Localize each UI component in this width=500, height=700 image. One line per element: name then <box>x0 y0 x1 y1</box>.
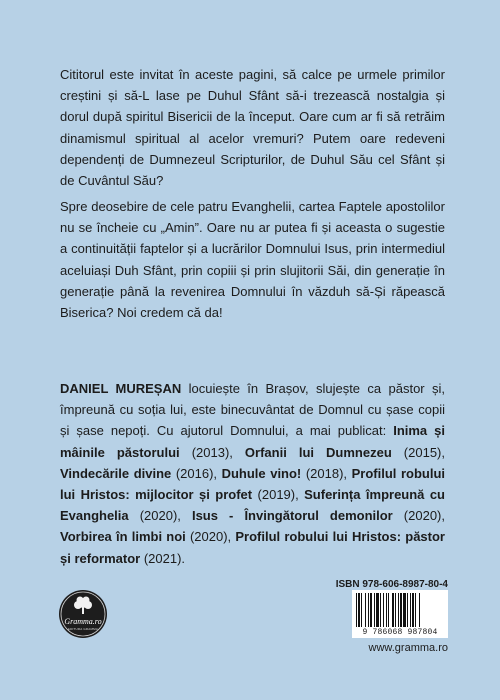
barcode <box>352 590 448 638</box>
barcode-bar <box>358 593 360 627</box>
book-title: Duhule vino! <box>221 465 302 481</box>
barcode-bar <box>398 593 399 627</box>
barcode-bar <box>388 593 389 627</box>
back-cover-paragraph-1: Cititorul este invitat în aceste pagini, să calce pe urmele primilor creștini și să-L lase pe Duhul Sfânt să-i trezească nostalgia și dorul după spiritul Bisericii de la început. Oare cum ar fi să retrăim dinamismul spiritual al acelor vremuri? Putem oare redeveni dependenți de Dumnezeul Scripturilor, de Duhul Său cel Sfânt și de Cuvântul Său? <box>60 67 445 189</box>
barcode-bar <box>374 593 375 627</box>
author-bio <box>60 378 445 569</box>
barcode-bar <box>407 593 408 627</box>
barcode-bar <box>386 593 387 627</box>
barcode-bar <box>419 593 420 627</box>
barcode-bar <box>412 593 414 627</box>
book-year: (2019), <box>252 487 305 503</box>
barcode-bar <box>392 593 394 627</box>
barcode-bar <box>368 593 369 627</box>
book-year: (2020), <box>185 529 236 545</box>
book-year: (2013), <box>179 444 245 460</box>
author-name: DANIEL MUREȘAN <box>60 381 182 396</box>
barcode-bar <box>410 593 411 627</box>
book-year: (2018), <box>301 465 352 481</box>
book-title: Suferința împreună cu Evanghelia <box>60 487 445 524</box>
book-year: (2020), <box>128 508 192 524</box>
author-bio-intro: locuiește în Brașov, slujește ca păstor și, împreună cu soția lui, este binecuvântat de Domnul cu șase copii și șase nepoți. Cu ajutorul Domnului, a mai publicat: <box>60 381 445 439</box>
barcode-digits: 9 786068 987804 <box>362 628 438 637</box>
back-cover-paragraph-2: Spre deosebire de cele patru Evanghelii, cartea Faptele apostolilor nu se încheie cu „Amin”. Oare nu ar putea fi și aceasta o sugestie a continuității faptelor și a lucrărilor Domnului Isus, prin intermediul aceluiași Duh Sfânt, prin copiii și prin slujitorii Săi, din generație în generație până la revenirea Domnului în văzduh să-Și răpească Biserica? Noi credem că da! <box>60 199 445 321</box>
book-title: Orfanii lui Dumnezeu <box>244 444 392 460</box>
book-title: Profilul robului lui Hristos: păstor și reformator <box>60 529 445 566</box>
book-title: Profilul robului lui Hristos: mijlocitor și profet <box>60 465 445 503</box>
publisher-logo-name: Gramma.ro <box>64 617 102 626</box>
barcode-bar <box>365 593 366 627</box>
book-title: Inima și mâinile păstorului <box>60 423 445 460</box>
book-title: Isus - Învingătorul demonilor <box>191 508 393 524</box>
barcode-bar <box>400 593 402 627</box>
publisher-logo-subtitle: EDITURA GRAMMA <box>67 627 99 631</box>
isbn-label: ISBN 978-606-8987-80-4 <box>335 579 448 590</box>
book-year: (2016), <box>171 465 222 481</box>
book-title: Vindecările divine <box>60 465 172 481</box>
barcode-bar <box>376 593 379 627</box>
barcode-bar <box>356 593 357 627</box>
barcode-bar <box>395 593 396 627</box>
barcode-icon <box>356 593 444 627</box>
barcode-bar <box>383 593 384 627</box>
book-year: (2015), <box>391 444 445 460</box>
barcode-bar <box>370 593 372 627</box>
barcode-bar <box>361 593 362 627</box>
book-year: (2021). <box>140 550 186 566</box>
barcode-bar <box>415 593 416 627</box>
barcode-bar <box>403 593 406 627</box>
book-year: (2020), <box>392 508 445 524</box>
barcode-bar <box>380 593 381 627</box>
book-title: Vorbirea în limbi noi <box>60 529 186 545</box>
publisher-logo <box>59 590 107 638</box>
publisher-website: www.gramma.ro <box>368 642 448 654</box>
